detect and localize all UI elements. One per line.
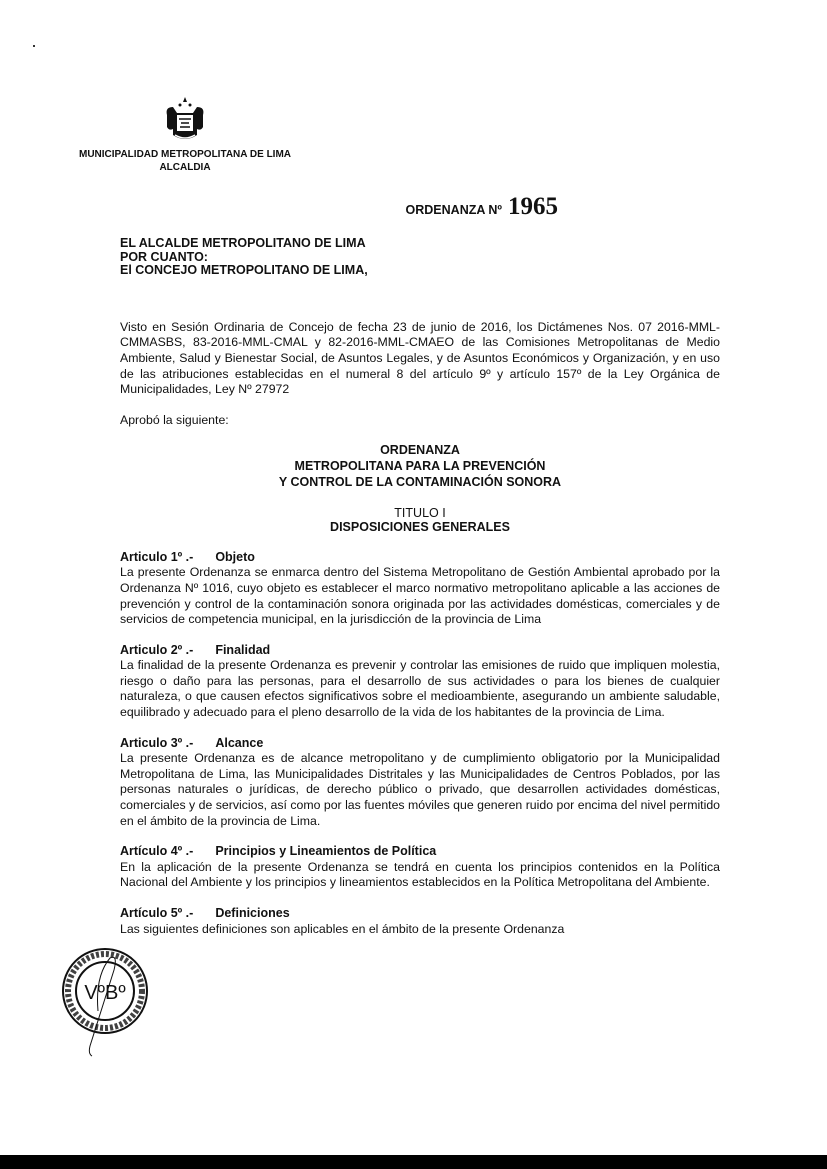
vobo-stamp — [40, 941, 170, 1066]
svg-text:VºBº: VºBº — [84, 982, 126, 1005]
article-5 — [120, 906, 720, 937]
article-body: La finalidad de la presente Ordenanza es prevenir y controlar las emisiones de ruido que impliquen molestia, riesgo o daño para las personas, para el desarrollo de sus actividades o para los bienes de cualquier naturaleza, o que causen efectos significativos sobre el medioambiente, asegurando un ambiente saludable, equilibrado y adecuado para el pleno desarrollo de la vida de los habitantes de la provincia de Lima. — [120, 658, 720, 720]
visto-paragraph: Visto en Sesión Ordinaria de Concejo de fecha 23 de junio de 2016, los Dictámenes Nos. 07 2016-MML-CMMASBS, 83-2016-MML-CMAL y 82-2016-MML-CMAEO de las Comisiones Metropolitanas de Medio Ambiente, Salud y Bienestar Social, de Asuntos Legales, y de Asuntos Económicos y Organización, y en uso de las atribuciones establecidas en el numeral 8 del artículo 9º y artículo 157º de la Ley Orgánica de Municipalidades, Ley Nº 27972 — [120, 319, 720, 397]
letterhead — [40, 148, 330, 174]
article-heading: Artículo 5º .- Definiciones — [120, 906, 290, 921]
article-1 — [120, 550, 720, 628]
article-heading: Articulo 3º .- Alcance — [120, 735, 264, 750]
article-2 — [120, 643, 720, 721]
article-heading: Articulo 2º .- Finalidad — [120, 642, 271, 657]
article-body: La presente Ordenanza es de alcance metropolitano y de cumplimiento obligatorio por la Municipalidad Metropolitana de Lima, las Municipalidades Distritales y las Municipalidades de Centros Poblados, por las personas naturales o jurídicas, de derecho público o privado, que desarrollen actividades domésticas, comerciales y de servicios, así como por las fuentes móviles que generen ruido por encima del nivel permitido en el ámbito de la provincia de Lima. — [120, 751, 720, 828]
titulo-number: TITULO I — [394, 505, 446, 520]
ordinance-number: 1965 — [508, 193, 558, 220]
title-line: Y CONTROL DE LA CONTAMINACIÓN SONORA — [278, 474, 562, 489]
document-body — [84, 236, 720, 1066]
article-4 — [120, 844, 720, 891]
aprobo-text: Aprobó la siguiente: — [120, 412, 229, 427]
scan-border — [0, 1155, 827, 1169]
article-body: Las siguientes definiciones son aplicables en el ámbito de la presente Ordenanza — [120, 921, 565, 936]
titulo-name: DISPOSICIONES GENERALES — [330, 520, 510, 535]
intro-block — [120, 237, 720, 278]
intro-line: POR CUANTO: — [120, 249, 208, 264]
scan-speck — [33, 45, 35, 47]
ordinance-label: ORDENANZA Nº — [405, 203, 502, 217]
ordinance-heading — [300, 193, 558, 221]
intro-line: El CONCEJO METROPOLITANO DE LIMA, — [120, 263, 368, 278]
title-line: ORDENANZA — [380, 443, 460, 458]
titulo-heading — [120, 506, 720, 535]
article-heading: Articulo 1º .- Objeto — [120, 549, 255, 564]
article-body: En la aplicación de la presente Ordenanza se tendrá en cuenta los principios contenidos en la Política Nacional del Ambiente y los principios y lineamientos establecidos en la Política Metropolitana del Ambiente. — [120, 859, 720, 890]
ordinance-title — [120, 443, 720, 490]
title-line: METROPOLITANA PARA LA PREVENCIÓN — [294, 459, 546, 474]
article-body: La presente Ordenanza se enmarca dentro del Sistema Metropolitano de Gestión Ambiental aprobado por la Ordenanza Nº 1016, cuyo objeto es establecer el marco normativo metropolitano aplicable a las acciones de prevención y control de la contaminación sonora originada por las actividades domésticas, comerciales y de servicios de competencia municipal, en la jurisdicción de la provincia de Lima — [120, 565, 720, 627]
intro-line: EL ALCALDE METROPOLITANO DE LIMA — [120, 236, 366, 250]
institution-name: MUNICIPALIDAD METROPOLITANA DE LIMA — [78, 149, 292, 160]
coat-of-arms-icon — [163, 95, 207, 145]
office-name: ALCALDIA — [159, 162, 211, 173]
article-heading: Artículo 4º .- Principios y Lineamientos de Política — [120, 844, 437, 859]
article-3 — [120, 736, 720, 830]
